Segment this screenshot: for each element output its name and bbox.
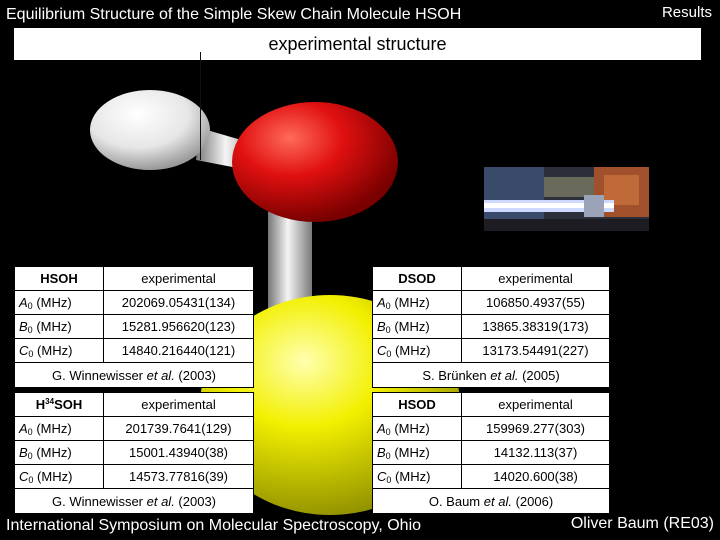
table-cell: 201739.7641(129) [104,417,254,441]
slide-title: Equilibrium Structure of the Simple Skew Chain Molecule HSOH [6,6,462,23]
row-label: $A_0$ (MHz) [373,417,462,441]
author-footer: Oliver Baum (RE03) [570,515,714,532]
table-cell: 202069.05431(134) [104,291,254,315]
table-cell: 106850.4937(55) [462,291,610,315]
row-label: $A_0$ (MHz) [15,417,104,441]
row-label: $B_0$ (MHz) [373,441,462,465]
cursor-line [200,52,201,160]
row-label: $B_0$ (MHz) [373,315,462,339]
table-cell: 14840.216440(121) [104,339,254,363]
table-cell: 15001.43940(38) [104,441,254,465]
species-label: HSOH [15,267,104,291]
table-cell: 14132.113(37) [462,441,610,465]
column-header: experimental [104,393,254,417]
row-label: $A_0$ (MHz) [15,291,104,315]
hsoh-table [14,266,254,388]
species-label: $H^{34}SOH$ [15,393,104,417]
table-cell: 13865.38319(173) [462,315,610,339]
column-header: experimental [462,267,610,291]
table-cell: 159969.277(303) [462,417,610,441]
species-label: HSOD [373,393,462,417]
column-header: experimental [462,393,610,417]
table-cell: 15281.956620(123) [104,315,254,339]
section-label: Results [661,4,712,21]
hsod-table [372,392,610,514]
row-label: $B_0$ (MHz) [15,441,104,465]
conference-footer: International Symposium on Molecular Spectroscopy, Ohio [6,517,422,534]
dsod-table [372,266,610,388]
h34soh-table [14,392,254,514]
row-label: $A_0$ (MHz) [373,291,462,315]
row-label: $B_0$ (MHz) [15,315,104,339]
citation: S. Brünken et al. (2005) [373,363,610,388]
row-label: $C_0$ (MHz) [373,339,462,363]
table-cell: 14020.600(38) [462,465,610,489]
row-label: $C_0$ (MHz) [15,339,104,363]
column-header: experimental [104,267,254,291]
table-cell: 13173.54491(227) [462,339,610,363]
row-label: $C_0$ (MHz) [373,465,462,489]
citation: G. Winnewisser et al. (2003) [15,489,254,514]
citation: O. Baum et al. (2006) [373,489,610,514]
row-label: $C_0$ (MHz) [15,465,104,489]
table-cell: 14573.77816(39) [104,465,254,489]
subtitle-banner: experimental structure [14,28,701,60]
species-label: DSOD [373,267,462,291]
hydrogen-atom [90,90,210,170]
oxygen-atom [232,102,398,222]
citation: G. Winnewisser et al. (2003) [15,363,254,388]
spectrometer-photo [484,167,649,231]
title-bar [0,0,720,28]
